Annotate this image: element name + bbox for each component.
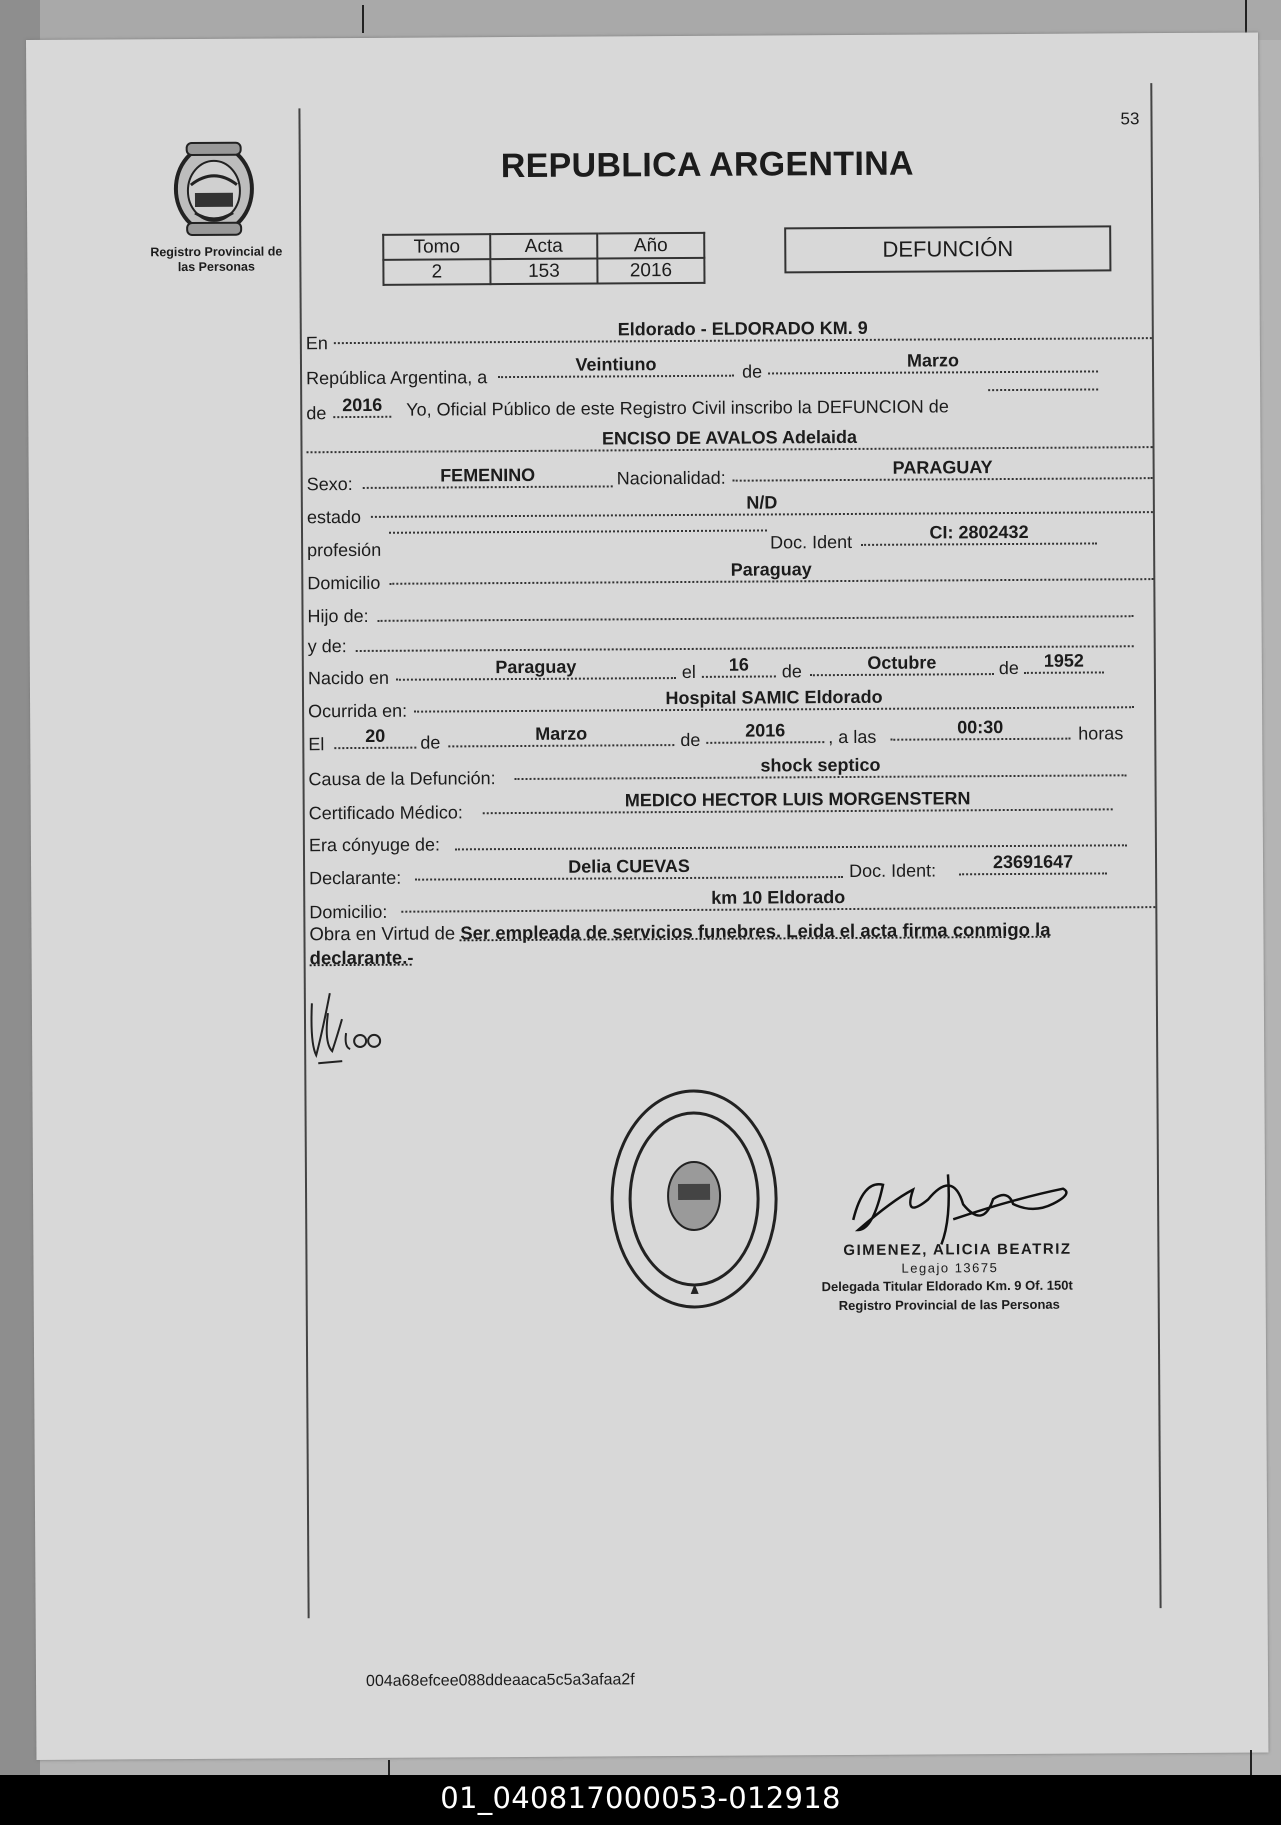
record-type: DEFUNCIÓN — [882, 235, 1014, 262]
obra-value: Ser empleada de servicios funebres. Leida el acta firma conmigo la declarante.- — [309, 918, 1051, 969]
official-signature — [833, 1158, 1114, 1250]
yo-text: Yo, Oficial Público de este Registro Civil inscribo la DEFUNCION de — [406, 396, 949, 420]
el-date-label: El — [308, 734, 325, 755]
nacionalidad-label: Nacionalidad: — [616, 467, 726, 489]
obra-paragraph — [309, 917, 1155, 970]
document-hash: 004a68efcee088ddeaaca5c5a3afaa2f — [365, 1671, 635, 1690]
death-day: 20 — [334, 726, 416, 750]
scan-id-bar — [0, 1775, 1281, 1825]
yde-value — [356, 623, 1134, 652]
registry-label-line1: Registro Provincial de — [150, 244, 283, 260]
de-label: de — [420, 732, 441, 753]
de-label: de — [998, 657, 1019, 679]
misiones-crest-logo — [169, 137, 260, 240]
domicilio-label: Domicilio — [307, 572, 381, 594]
estado-value: N/D — [371, 490, 1153, 518]
hijo-value — [377, 593, 1133, 622]
signer-name: GIMENEZ, ALICIA BEATRIZ — [843, 1240, 1072, 1260]
registry-label — [145, 244, 287, 275]
death-month: Marzo — [448, 723, 674, 747]
sexo-value: FEMENINO — [363, 464, 613, 489]
profesion-value — [389, 529, 767, 533]
day-value: Veintiuno — [498, 354, 734, 378]
signer-role: Delegada Titular Eldorado Km. 9 Of. 150t — [821, 1277, 1073, 1295]
registry-label-line2: las Personas — [177, 259, 255, 275]
acta-header: Acta — [490, 234, 597, 260]
de-label: de — [680, 729, 701, 751]
declarante-value: Delia CUEVAS — [415, 855, 843, 881]
conyuge-label: Era cónyuge de: — [308, 834, 441, 856]
hijo-label: Hijo de: — [307, 605, 369, 627]
el-label: el — [681, 661, 696, 683]
year-value: 2016 — [333, 395, 391, 418]
ano-header: Año — [597, 233, 704, 259]
de-label: de — [781, 661, 802, 682]
sexo-label: Sexo: — [306, 474, 353, 495]
birth-month: Octubre — [810, 652, 994, 676]
yo-blank — [988, 388, 1098, 391]
record-type-box — [784, 225, 1111, 273]
en-value: Eldorado - ELDORADO KM. 9 — [334, 316, 1152, 344]
obra-label: Obra en Virtud de — [309, 922, 456, 945]
declarante-doc: 23691647 — [959, 851, 1107, 875]
death-certificate-page — [26, 32, 1268, 1759]
birth-day: 16 — [702, 654, 776, 677]
deceased-name: ENCISO DE AVALOS Adelaida — [306, 425, 1152, 453]
page-number: 53 — [1120, 109, 1140, 129]
acta-value: 153 — [490, 259, 597, 285]
domicilio-value: Paraguay — [389, 557, 1153, 585]
handwritten-initials — [302, 983, 393, 1074]
certificado-label: Certificado Médico: — [308, 802, 463, 824]
doc-label: Doc. Ident — [770, 531, 853, 553]
ocurrida-value: Hospital SAMIC Eldorado — [414, 685, 1134, 712]
tomo-value: 2 — [383, 259, 490, 285]
tomo-header: Tomo — [383, 234, 490, 260]
scan-edge-mark — [1250, 1750, 1252, 1775]
estado-label: estado — [306, 506, 362, 528]
birth-year: 1952 — [1024, 650, 1104, 673]
doc-value: CI: 2802432 — [861, 521, 1097, 545]
scan-edge-mark — [388, 1760, 390, 1775]
alas-label: , a las — [828, 726, 877, 748]
yde-label: y de: — [307, 636, 347, 657]
acta-table — [382, 232, 705, 286]
de-label: de — [741, 361, 763, 382]
ocurrida-label: Ocurrida en: — [308, 700, 408, 722]
scan-code: 01_040817000053-012918 — [440, 1781, 841, 1815]
death-time: 00:30 — [890, 717, 1070, 741]
right-margin-line — [1150, 83, 1161, 1608]
nacido-value: Paraguay — [396, 656, 676, 681]
causa-label: Causa de la Defunción: — [308, 768, 496, 790]
scan-edge-mark — [362, 5, 364, 33]
republica-label: República Argentina, a — [306, 367, 488, 389]
certificado-value: MEDICO HECTOR LUIS MORGENSTERN — [483, 787, 1113, 814]
death-year: 2016 — [706, 720, 824, 744]
nacionalidad-value: PARAGUAY — [733, 456, 1153, 482]
conyuge-value — [455, 822, 1127, 850]
official-stamp-seal — [607, 1083, 780, 1314]
horas-label: horas — [1078, 723, 1124, 744]
document-title: REPUBLICA ARGENTINA — [500, 144, 914, 186]
doc-ident-label: Doc. Ident: — [849, 860, 937, 881]
declarante-label: Declarante: — [309, 867, 402, 889]
domicilio2-label: Domicilio: — [309, 901, 388, 923]
de-label: de — [306, 403, 327, 424]
signer-legajo: Legajo 13675 — [901, 1260, 999, 1276]
domicilio2-value: km 10 Eldorado — [401, 885, 1155, 913]
en-label: En — [305, 333, 328, 354]
nacido-label: Nacido en — [307, 667, 390, 689]
month-value: Marzo — [768, 349, 1098, 374]
profesion-label: profesión — [307, 539, 382, 561]
ano-value: 2016 — [597, 258, 704, 284]
signer-registry: Registro Provincial de las Personas — [838, 1296, 1060, 1314]
causa-value: shock septico — [514, 753, 1126, 780]
